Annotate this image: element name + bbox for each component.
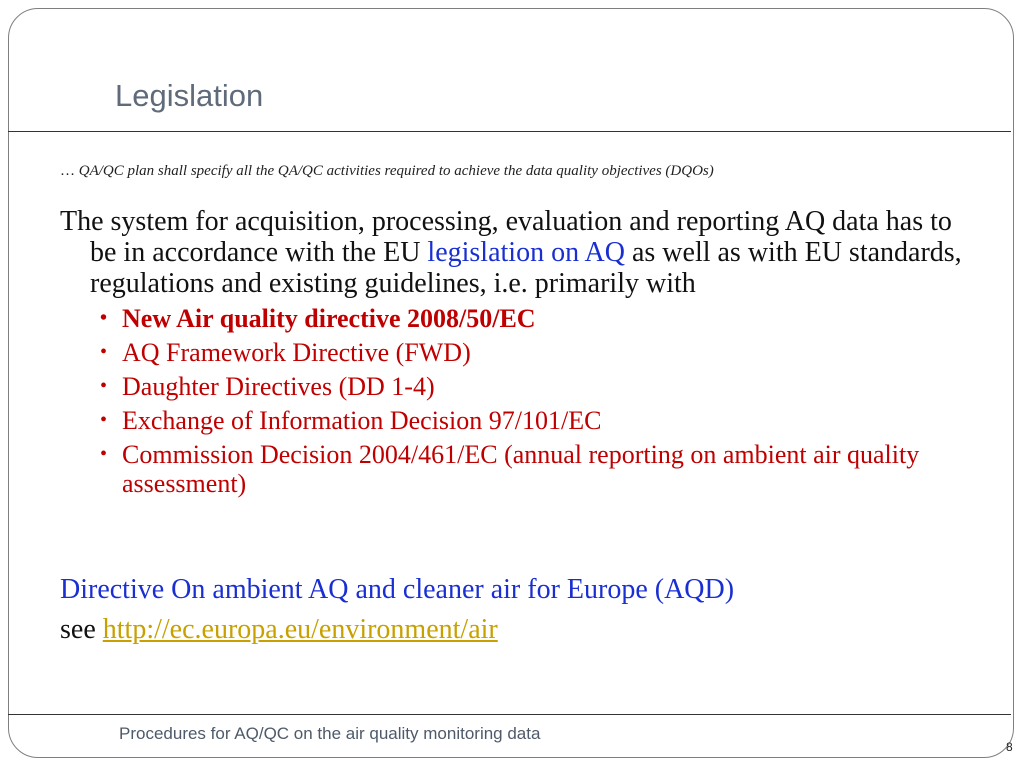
page-number: 8 (1006, 740, 1013, 754)
intro-ellipsis: … (60, 163, 75, 179)
footer-divider (8, 714, 1011, 715)
bullet-icon: • (100, 375, 108, 397)
list-item-text: AQ Framework Directive (FWD) (122, 338, 471, 367)
list-item (60, 406, 980, 435)
list-item (60, 372, 980, 401)
directive-line: Directive On ambient AQ and cleaner air for Europe (AQD) (60, 574, 735, 605)
legislation-list (60, 304, 980, 498)
list-item-text: Commission Decision 2004/461/EC (annual reporting on ambient air quality assessment) (122, 440, 920, 498)
bullet-icon: • (100, 341, 108, 363)
list-item (60, 440, 980, 498)
paragraph-part2: as well as with EU standards, regulations and existing guidelines, i.e. primarily with (90, 237, 962, 299)
legislation-link[interactable]: legislation on AQ (427, 237, 625, 268)
bullet-icon: • (100, 307, 108, 329)
title-divider (8, 131, 1011, 132)
list-item-text: Daughter Directives (DD 1-4) (122, 372, 435, 401)
slide-footer: Procedures for AQ/QC on the air quality monitoring data (119, 724, 541, 743)
intro-note (60, 163, 714, 180)
bullet-icon: • (100, 409, 108, 431)
paragraph-part1: The system for acquisition, processing, evaluation and reporting AQ data has to be in accordance with the EU (60, 206, 952, 268)
see-line (60, 614, 498, 646)
slide-body (60, 206, 980, 498)
intro-text: QA/QC plan shall specify all the QA/QC activities required to achieve the data quality objectives (DQOs) (75, 163, 714, 179)
bullet-icon: • (100, 443, 108, 465)
europa-url-link[interactable]: http://ec.europa.eu/environment/air (102, 614, 498, 645)
list-item (60, 304, 980, 333)
list-item-text: Exchange of Information Decision 97/101/EC (122, 406, 602, 435)
list-item (60, 338, 980, 367)
slide-title: Legislation (115, 78, 264, 113)
see-label: see (60, 614, 103, 645)
main-paragraph (60, 206, 980, 299)
list-item-text: New Air quality directive 2008/50/EC (122, 304, 536, 333)
